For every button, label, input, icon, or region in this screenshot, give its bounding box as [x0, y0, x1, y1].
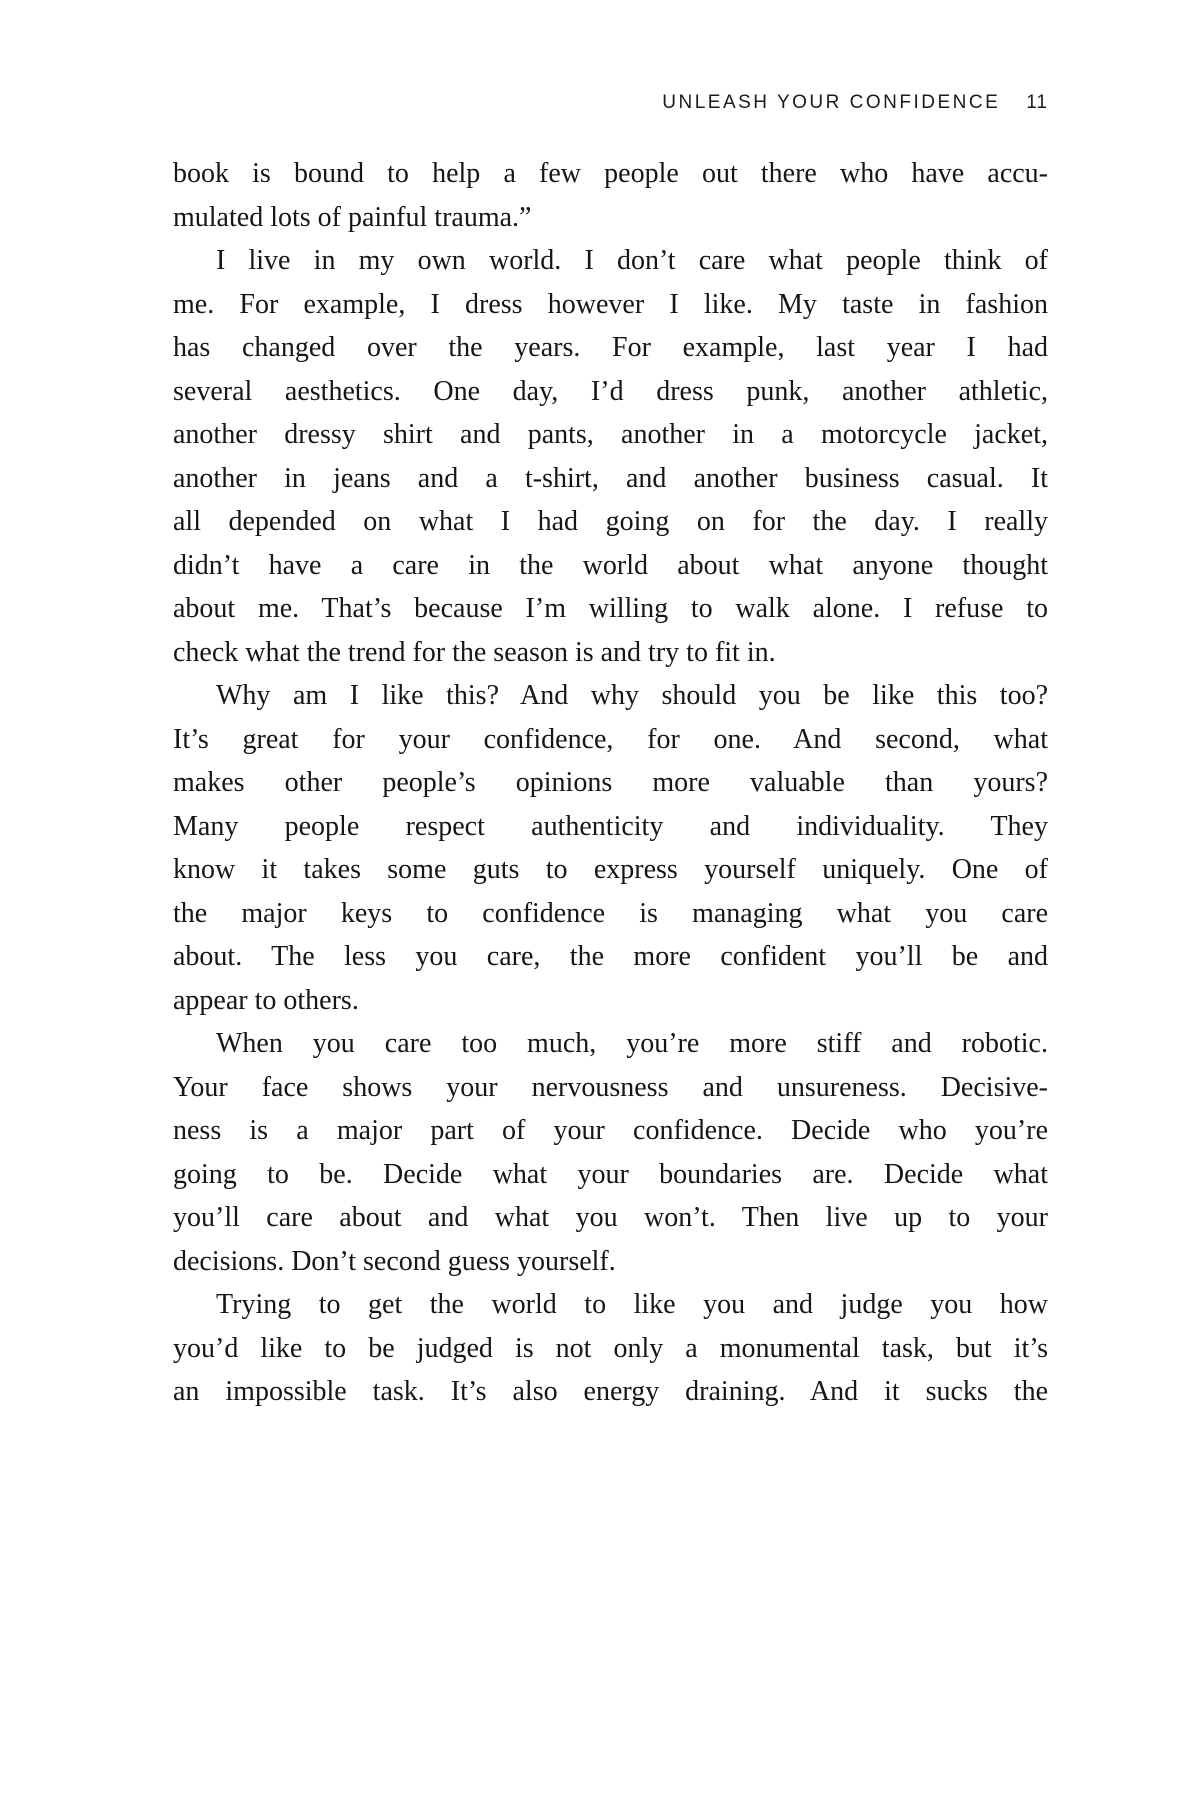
text-line: another dressy shirt and pants, another in a motorcycle jacket, [173, 419, 1048, 450]
paragraph [173, 152, 1048, 239]
paragraph [173, 239, 1048, 674]
text-line: mulated lots of painful trauma.” [173, 201, 532, 233]
text-line: several aesthetics. One day, I’d dress punk, another athletic, [173, 375, 1048, 407]
paragraph [173, 1022, 1048, 1283]
text-line: all depended on what I had going on for the day. I really [173, 506, 1048, 537]
text-line: check what the trend for the season is and try to fit in. [173, 636, 776, 668]
text-line: I live in my own world. I don’t care what people think of [216, 245, 1048, 276]
text-line: book is bound to help a few people out there who have accu- [173, 158, 1048, 189]
text-line: another in jeans and a t-shirt, and another business casual. It [173, 462, 1048, 494]
text-line: you’d like to be judged is not only a monumental task, but it’s [173, 1332, 1048, 1364]
text-line: didn’t have a care in the world about what anyone thought [173, 549, 1048, 581]
text-line: makes other people’s opinions more valuable than yours? [173, 767, 1048, 798]
paragraph [173, 1283, 1048, 1414]
text-line: has changed over the years. For example, last year I had [173, 332, 1048, 363]
text-line: appear to others. [173, 984, 359, 1016]
text-line: When you care too much, you’re more stiff and robotic. [216, 1028, 1048, 1059]
text-line: you’ll care about and what you won’t. Then live up to your [173, 1202, 1048, 1233]
text-line: It’s great for your confidence, for one. And second, what [173, 723, 1048, 755]
text-line: Your face shows your nervousness and unsureness. Decisive- [173, 1071, 1048, 1103]
text-line: about. The less you care, the more confident you’ll be and [173, 941, 1048, 972]
text-line: going to be. Decide what your boundaries are. Decide what [173, 1158, 1048, 1190]
text-line: me. For example, I dress however I like. My taste in fashion [173, 288, 1048, 320]
text-line: Many people respect authenticity and individuality. They [173, 810, 1048, 842]
text-line: Why am I like this? And why should you be like this too? [216, 680, 1048, 711]
page-header [173, 92, 1048, 114]
page-body [173, 152, 1048, 1414]
text-line: about me. That’s because I’m willing to walk alone. I refuse to [173, 593, 1048, 624]
text-line: decisions. Don’t second guess yourself. [173, 1245, 616, 1277]
text-line: an impossible task. It’s also energy draining. And it sucks the [173, 1376, 1048, 1407]
text-line: Trying to get the world to like you and judge you how [216, 1289, 1048, 1320]
page-number: 11 [1026, 92, 1048, 113]
paragraph [173, 674, 1048, 1022]
text-line: know it takes some guts to express yourself uniquely. One of [173, 854, 1048, 885]
running-head-title: UNLEASH YOUR CONFIDENCE [662, 92, 1001, 113]
text-line: ness is a major part of your confidence. Decide who you’re [173, 1115, 1048, 1146]
text-line: the major keys to confidence is managing what you care [173, 897, 1048, 929]
